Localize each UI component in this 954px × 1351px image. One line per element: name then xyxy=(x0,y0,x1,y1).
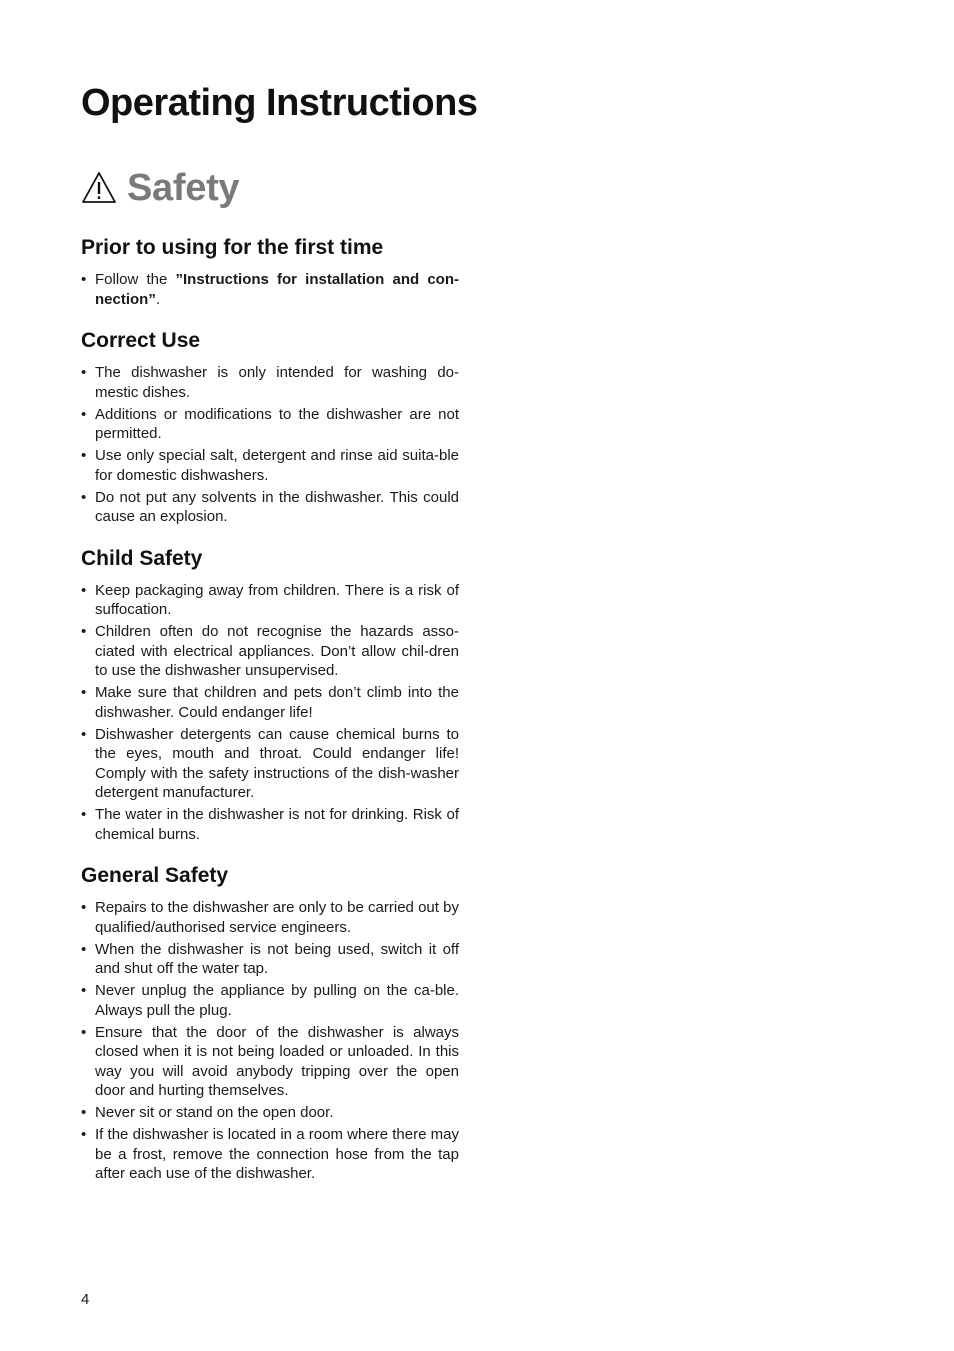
bullet-list xyxy=(81,581,459,845)
list-item: • Keep packaging away from children. There is a risk of suffocation. xyxy=(81,581,459,620)
section-heading: Prior to using for the first time xyxy=(81,236,384,259)
list-item: • Dishwasher detergents can cause chemical burns to the eyes, mouth and throat. Could endanger life! Comply with the safety instructions of the dish-washer detergent manufacturer. xyxy=(81,725,459,803)
safety-heading xyxy=(81,164,239,212)
bullet-list xyxy=(81,270,459,309)
list-item: • Make sure that children and pets don’t climb into the dishwasher. Could endanger life! xyxy=(81,683,459,722)
list-item: • Ensure that the door of the dishwasher is always closed when it is not being loaded or unloaded. In this way you will avoid anybody tripping over the open door and hurting themselves. xyxy=(81,1023,459,1101)
warning-triangle-icon xyxy=(81,171,117,205)
section-general-safety xyxy=(81,860,459,1184)
list-item: • Repairs to the dishwasher are only to be carried out by qualified/authorised service engineers. xyxy=(81,898,459,937)
section-heading: Correct Use xyxy=(81,329,201,352)
list-item: • The dishwasher is only intended for washing do-mestic dishes. xyxy=(81,363,459,402)
list-item: • Use only special salt, detergent and rinse aid suita-ble for domestic dishwashers. xyxy=(81,446,459,485)
list-item: • Do not put any solvents in the dishwasher. This could cause an explosion. xyxy=(81,488,459,527)
list-item: • Never sit or stand on the open door. xyxy=(81,1103,459,1123)
safety-heading-label: Safety xyxy=(127,166,240,209)
list-item: • Children often do not recognise the hazards asso-ciated with electrical appliances. Don’t allow chil-dren to use the dishwasher unsupervised. xyxy=(81,622,459,681)
section-child-safety xyxy=(81,543,459,845)
page-title: Operating Instructions xyxy=(81,82,478,124)
bullet-list xyxy=(81,363,459,527)
section-heading: General Safety xyxy=(81,864,229,887)
section-correct-use xyxy=(81,325,459,527)
page-number: 4 xyxy=(81,1291,90,1308)
item-suffix: . xyxy=(155,290,161,308)
item-text: Follow the xyxy=(95,271,176,288)
list-item: • Additions or modifications to the dishwasher are not permitted. xyxy=(81,405,459,444)
item-bold-text: ”Instructions for installation and con-nection” xyxy=(95,271,459,308)
bullet-list xyxy=(81,898,459,1184)
list-item: • If the dishwasher is located in a room where there may be a frost, remove the connection hose from the tap after each use of the dishwasher. xyxy=(81,1125,459,1184)
list-item: • When the dishwasher is not being used, switch it off and shut off the water tap. xyxy=(81,940,459,979)
section-first-use xyxy=(81,232,459,309)
content-column xyxy=(81,232,459,1186)
list-item xyxy=(81,270,459,309)
section-heading: Child Safety xyxy=(81,546,203,570)
list-item: • Never unplug the appliance by pulling on the ca-ble. Always pull the plug. xyxy=(81,981,459,1020)
list-item: • The water in the dishwasher is not for drinking. Risk of chemical burns. xyxy=(81,805,459,844)
